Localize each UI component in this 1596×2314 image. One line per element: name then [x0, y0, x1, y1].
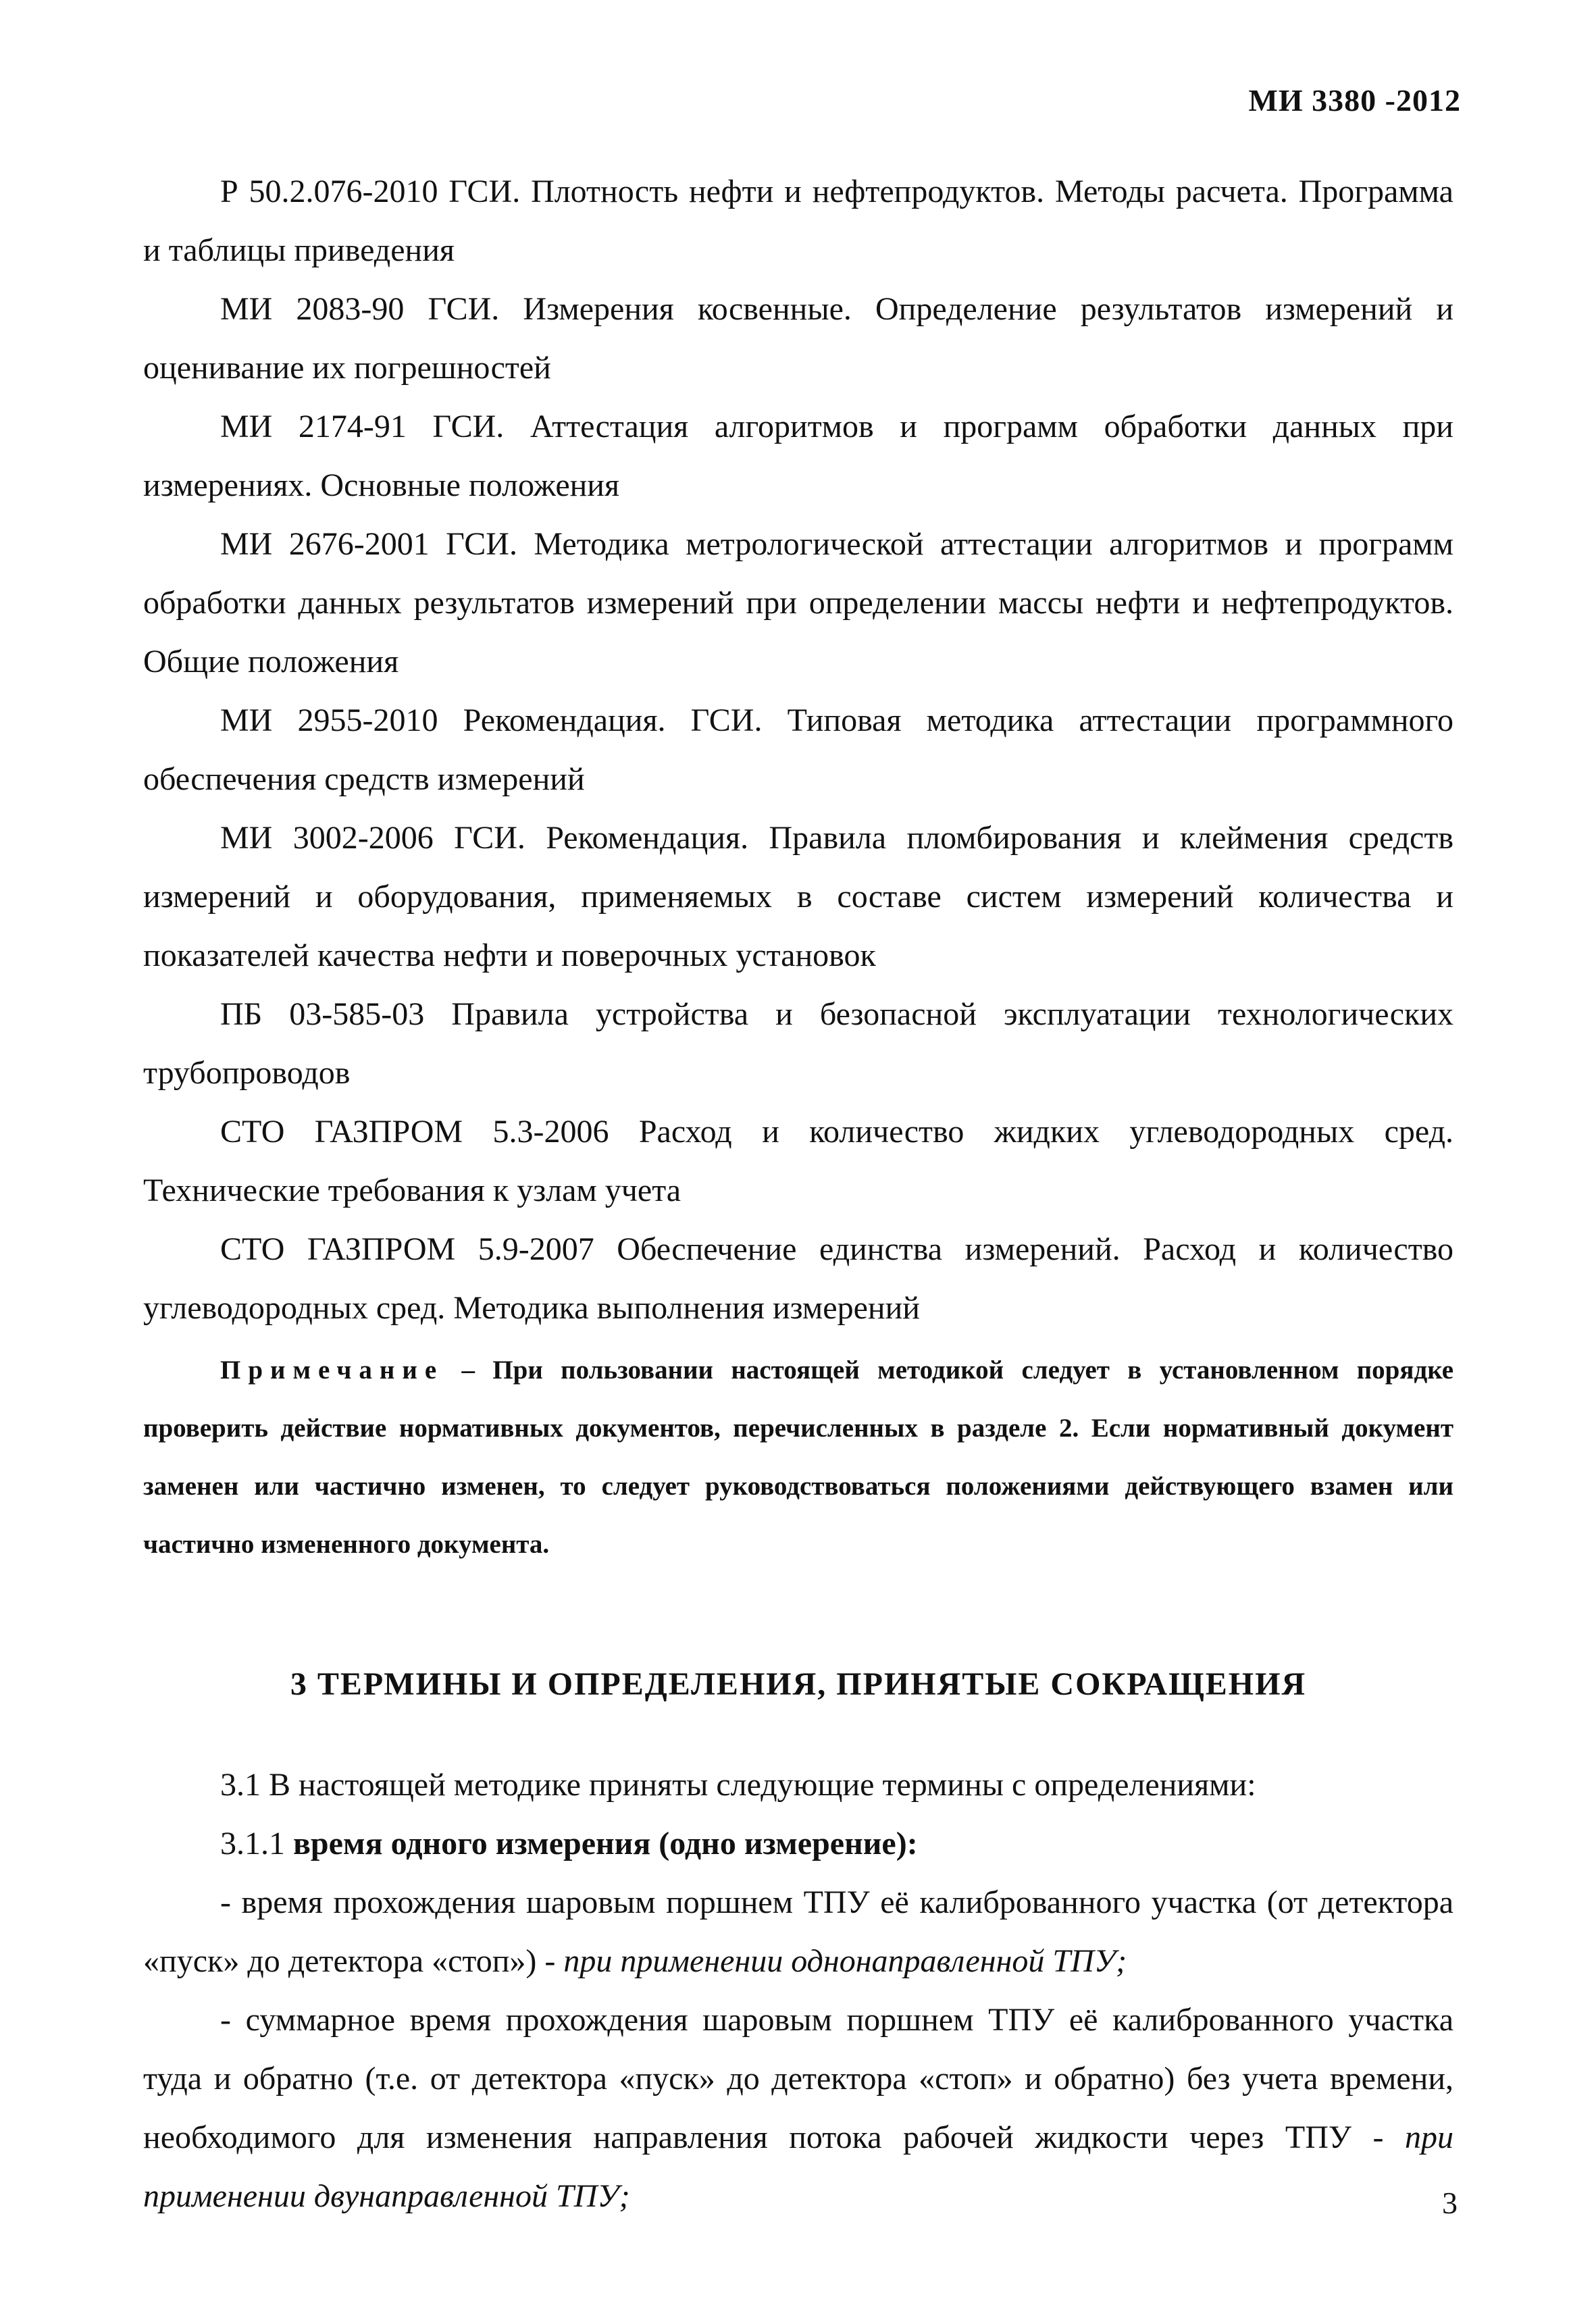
reference-text: ГСИ. Измерения косвенные. Определение результатов измерений и оценивание их погрешностей: [143, 291, 1454, 386]
term-heading: [143, 1814, 1453, 1873]
reference-text: Правила устройства и безопасной эксплуатации технологических трубопроводов: [143, 996, 1454, 1091]
definition-qualifier: при применении двунаправленной ТПУ;: [143, 2119, 1453, 2214]
reference-code: МИ 2676-2001: [220, 526, 430, 562]
reference-text: ГСИ. Плотность нефти и нефтепродуктов. Методы расчета. Программа и таблицы приведения: [143, 174, 1453, 268]
definition-item: [143, 1873, 1453, 1990]
section-intro: 3.1 В настоящей методике приняты следующие термины с определениями:: [220, 1767, 1256, 1803]
reference-code: ПБ 03-585-03: [220, 996, 425, 1032]
reference-code: СТО ГАЗПРОМ 5.3-2006: [220, 1114, 609, 1150]
definition-text: - время прохождения шаровым поршнем ТПУ её калиброванного участка (от детектора «пуск» до детектора «стоп») -: [143, 1884, 1453, 1979]
term-number: 3.1.1: [220, 1826, 293, 1861]
note-label: Примечание: [220, 1356, 444, 1385]
reference-item: [143, 808, 1453, 985]
reference-code: МИ 2083-90: [220, 291, 405, 327]
definition-item: [143, 1990, 1453, 2226]
note-text: При пользовании настоящей методикой следует в установленном порядке проверить действие нормативных документов, перечисленных в разделе 2. Если нормативный документ заменен или частично изменен, то следует руководствоваться положениями действующего взамен или частично измененного документа.: [143, 1356, 1454, 1559]
reference-code: МИ 3002-2006: [220, 820, 434, 856]
reference-item: [143, 515, 1453, 691]
note-block: [143, 1341, 1453, 1574]
reference-item: [143, 162, 1453, 280]
reference-code: МИ 2174-91: [220, 409, 407, 444]
reference-text: ГСИ. Методика метрологической аттестации алгоритмов и программ обработки данных результатов измерений при определении массы нефти и нефтепродуктов. Общие положения: [143, 526, 1454, 679]
note-dash: –: [444, 1356, 493, 1385]
reference-item: [143, 1220, 1453, 1337]
definition-text: - суммарное время прохождения шаровым поршнем ТПУ её калиброванного участка туда и обратно (т.е. от детектора «пуск» до детектора «стоп» и обратно) без учета времени, необходимого для изменения направления потока рабочей жидкости через ТПУ -: [143, 2002, 1453, 2155]
section-title: 3 ТЕРМИНЫ И ОПРЕДЕЛЕНИЯ, ПРИНЯТЫЕ СОКРАЩЕНИЯ: [290, 1666, 1307, 1702]
reference-code: Р 50.2.076-2010: [220, 174, 438, 209]
reference-text: Рекомендация. ГСИ. Типовая методика аттестации программного обеспечения средств измерений: [143, 702, 1453, 797]
document-code: МИ 3380 -2012: [1248, 83, 1461, 118]
page-number: 3: [1442, 2186, 1458, 2220]
reference-code: СТО ГАЗПРОМ 5.9-2007: [220, 1231, 594, 1267]
definition-qualifier: при применении однонаправленной ТПУ;: [563, 1943, 1127, 1979]
reference-item: [143, 280, 1453, 397]
reference-code: МИ 2955-2010: [220, 702, 438, 738]
reference-text: Обеспечение единства измерений. Расход и количество углеводородных сред. Методика выполнения измерений: [143, 1231, 1453, 1326]
reference-text: Расход и количество жидких углеводородных сред. Технические требования к узлам учета: [143, 1114, 1453, 1208]
reference-text: ГСИ. Аттестация алгоритмов и программ обработки данных при измерениях. Основные положения: [143, 409, 1453, 503]
references-list: [143, 162, 1453, 1337]
reference-item: [143, 691, 1453, 808]
reference-text: ГСИ. Рекомендация. Правила пломбирования и клеймения средств измерений и оборудования, применяемых в составе систем измерений количества и показателей качества нефти и поверочных установок: [143, 820, 1454, 973]
term-title: время одного измерения (одно измерение):: [293, 1826, 918, 1861]
page-content: [143, 162, 1453, 2226]
reference-item: [143, 985, 1453, 1102]
reference-item: [143, 1102, 1453, 1220]
reference-item: [143, 397, 1453, 515]
